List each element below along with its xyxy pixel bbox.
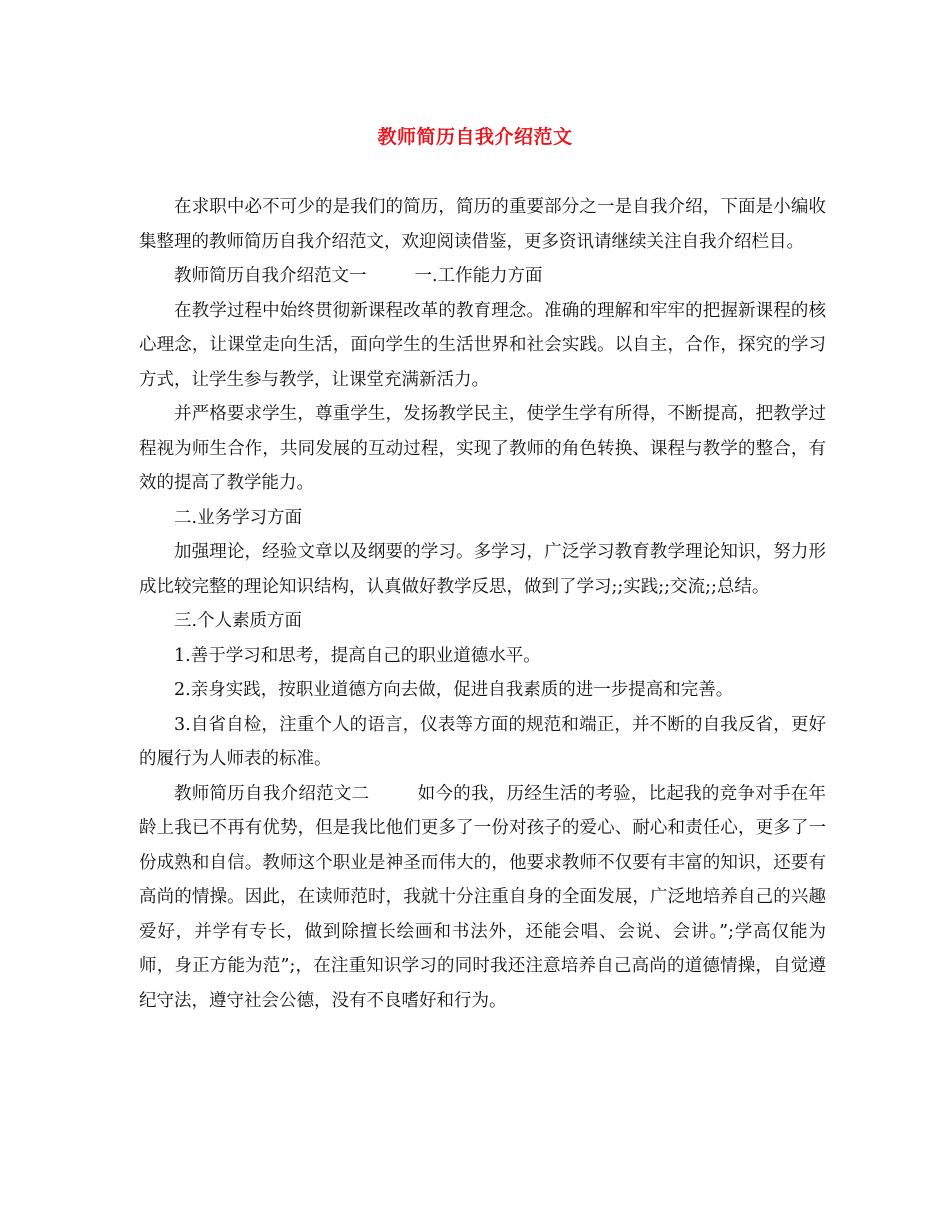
document-body [139,190,826,1018]
sample-two-title: 教师简历自我介绍范文二 [174,783,370,804]
section-one-heading [139,259,826,294]
section-two-paragraph [139,777,826,1019]
intro-paragraph: 在求职中必不可少的是我们的简历，简历的重要部分之一是自我介绍，下面是小编收集整理的教师简历自我介绍范文，欢迎阅读借鉴，更多资讯请继续关注自我介绍栏目。 [139,197,826,252]
list-item: 1.善于学习和思考，提高自己的职业道德水平。 [174,645,541,666]
paragraph: 并严格要求学生，尊重学生，发扬教学民主，使学生学有所得，不断提高，把教学过程视为师生合作，共同发展的互动过程，实现了教师的角色转换、课程与教学的整合，有效的提高了教学能力。 [139,404,826,493]
work-ability-heading: 一.工作能力方面 [414,266,543,286]
quality-heading: 三.个人素质方面 [174,611,303,631]
paragraph: 加强理论，经验文章以及纲要的学习。多学习，广泛学习教育教学理论知识，努力形成比较完整的理论知识结构，认真做好教学反思，做到了学习;;实践;;交流;;总结。 [139,542,826,597]
sample-one-title: 教师简历自我介绍范文一 [174,266,367,286]
paragraph: 在教学过程中始终贯彻新课程改革的教育理念。准确的理解和牢牢的把握新课程的核心理念，让课堂走向生活，面向学生的生活世界和社会实践。以自主，合作，探究的学习方式，让学生参与教学，让课堂充满新活力。 [139,300,826,390]
document-title: 教师简历自我介绍范文 [377,126,573,148]
study-heading: 二.业务学习方面 [174,507,303,528]
list-item: 2.亲身实践，按职业道德方向去做，促进自我素质的进一步提高和完善。 [174,680,734,700]
list-item: 3.自省自检，注重个人的语言，仪表等方面的规范和端正，并不断的自我反省，更好的履行为人师表的标准。 [139,714,826,769]
sample-two-text: 如今的我，历经生活的考验，比起我的竞争对手在年龄上我已不再有优势，但是我比他们更多了一份对孩子的爱心、耐心和责任心，更多了一份成熟和自信。教师这个职业是神圣而伟大的，他要求教师不仅要有丰富的知识，还要有高尚的情操。因此，在读师范时，我就十分注重自身的全面发展，广泛地培养自己的兴趣爱好，并学有专长，做到除擅长绘画和书法外，还能会唱、会说、会讲。”;学高仅能为师，身正方能为范”;，在注重知识学习的同时我还注意培养自己高尚的道德情操，自觉遵纪守法，遵守社会公德，没有不良嗜好和行为。 [139,783,827,1011]
